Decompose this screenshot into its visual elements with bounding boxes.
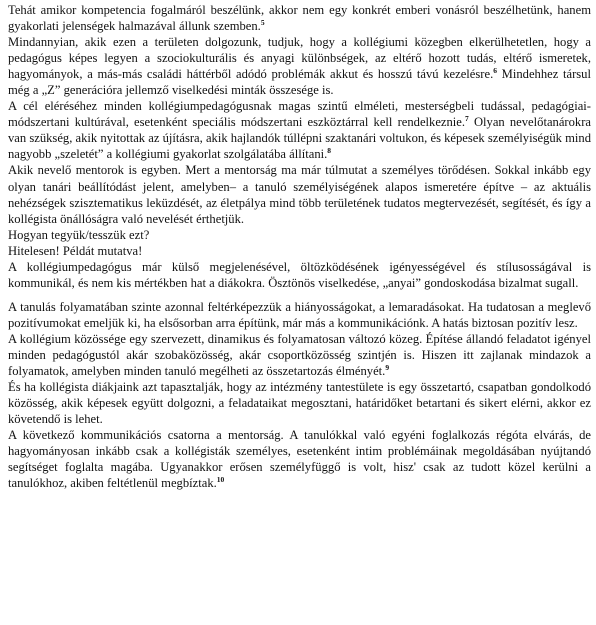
footnote-ref-5[interactable]: 5 [260,18,265,28]
paragraph-text: A cél eléréséhez minden kollégiumpedagógusnak magas szintű elméleti, mesterségbeli tudással, pedagógiai-módszertani kultúrával, esetenként speciális módszertani eszköztárral kell rendelkeznie. [8,99,591,130]
paragraph-text-continued: Mindehhez társul még a „Z” generációra jellemző viselkedési minták összesége is. [8,67,591,98]
paragraph-text: És ha kollégista diákjaink azt tapasztalják, hogy az intézmény tantestülete is egy összetartó, csapatban gondolkodó közösség, akik képesek együtt dolgozni, a feladataikat megosztani, határidőket betartani és sikert elérni, akkor ez követendő is lehet. [8,380,591,427]
paragraph-text: A kollégiumpedagógus már külső megjelenésével, öltözködésének igényességével és stílusosságával is kommunikál, és nem kis mértékben hat a diákokra. Ösztönös viselkedése, „anyai” gondoskodása bizalmat sugall. [8,259,591,290]
paragraph-question [8,227,591,243]
footnote-ref-10[interactable]: 10 [216,475,225,485]
footnote-ref-7[interactable]: 7 [465,114,469,124]
paragraph-text: Hogyan tegyük/tesszük ezt? [8,227,150,242]
paragraph-dormitory-environment [8,34,591,98]
paragraph-staff [8,379,591,427]
paragraph-text: A tanulás folyamatában szinte azonnal feltérképezzük a hiányosságokat, a lemaradásokat. Ha tudatosan a meglevő pozitívumokat emeljük ki, ha elsősorban arra építünk, már más a kommunikációnk. A hatás biztosan pozitív lesz. [8,299,591,330]
paragraph-learning [8,299,591,331]
footnote-ref-9[interactable]: 9 [385,363,390,373]
paragraph-text: Akik nevelő mentorok is egyben. Mert a mentorság ma már túlmutat a személyes törődésen. Sokkal inkább egy olyan tanári beállítódást jelent, amelyben– a tanuló személyiségének alapos ismeretére építve – az aktuális nehézségek szisztematikus leküzdését, az életpálya mind több területének tudatos megtervezését, segítését, és így a kollégista önállóságra való nevelését érthetjük. [8,163,591,226]
document-page [8,2,591,491]
footnote-ref-8[interactable]: 8 [327,146,332,156]
paragraph-spacer [8,291,591,299]
paragraph-competence [8,2,591,34]
paragraph-mentoring [8,427,591,491]
paragraph-community [8,331,591,379]
paragraph-appearance [8,259,591,291]
paragraph-text: Mindannyian, akik ezen a területen dolgozunk, tudjuk, hogy a kollégiumi közegben elkerülhetetlen, hogy a pedagógus képes legyen a szociokulturális és anyagi különbségek, az eltérő hozott tudás, eltérő ismeretek, hagyományok, a más-más családi háttérből adódó problémák akkut és hosszú távú kezelésre. [8,35,591,82]
paragraph-text: Tehát amikor kompetencia fogalmáról beszélünk, akkor nem egy konkrét emberi vonásról beszélhetünk, hanem gyakorlati jelenségek halmazával állunk szemben. [8,3,591,34]
paragraph-mentors [8,162,591,226]
paragraph-text: A következő kommunikációs csatorna a mentorság. A tanulókkal való egyéni foglalkozás régóta elvárás, de hagyományosan inkább csak a kollégisták személyes, esetenként intim problémáinak megoldásában nyújtandó segítséget foglalta magába. Ugyanakkor erősen személyfüggő is volt, hisz' csak az tudott közel kerülni a tanulókhoz, akiben feltétlenül megbíztak. [8,428,591,491]
paragraph-text: Hitelesen! Példát mutatva! [8,243,143,258]
paragraph-answer [8,243,591,259]
paragraph-goal [8,98,591,162]
paragraph-text-continued: Olyan nevelőtanárokra van szükség, akik nyitottak az újításra, akik hajlandók túllépni szaktanári voltukon, és képesek személyiségük mind nagyobb „szeletét” a kollégiumi gyakorlat szolgálatába állítani. [8,115,592,162]
footnote-ref-6[interactable]: 6 [493,66,497,76]
paragraph-text: A kollégium közössége egy szervezett, dinamikus és folyamatosan változó közeg. Építése állandó feladatot igényel minden pedagógustól akár szobaközösség, akár csoportközösség szintjén is. Hiszen itt zajlanak mindazok a folyamatok, amelyben minden tanuló megélheti az összetartozás élményét. [8,331,591,379]
